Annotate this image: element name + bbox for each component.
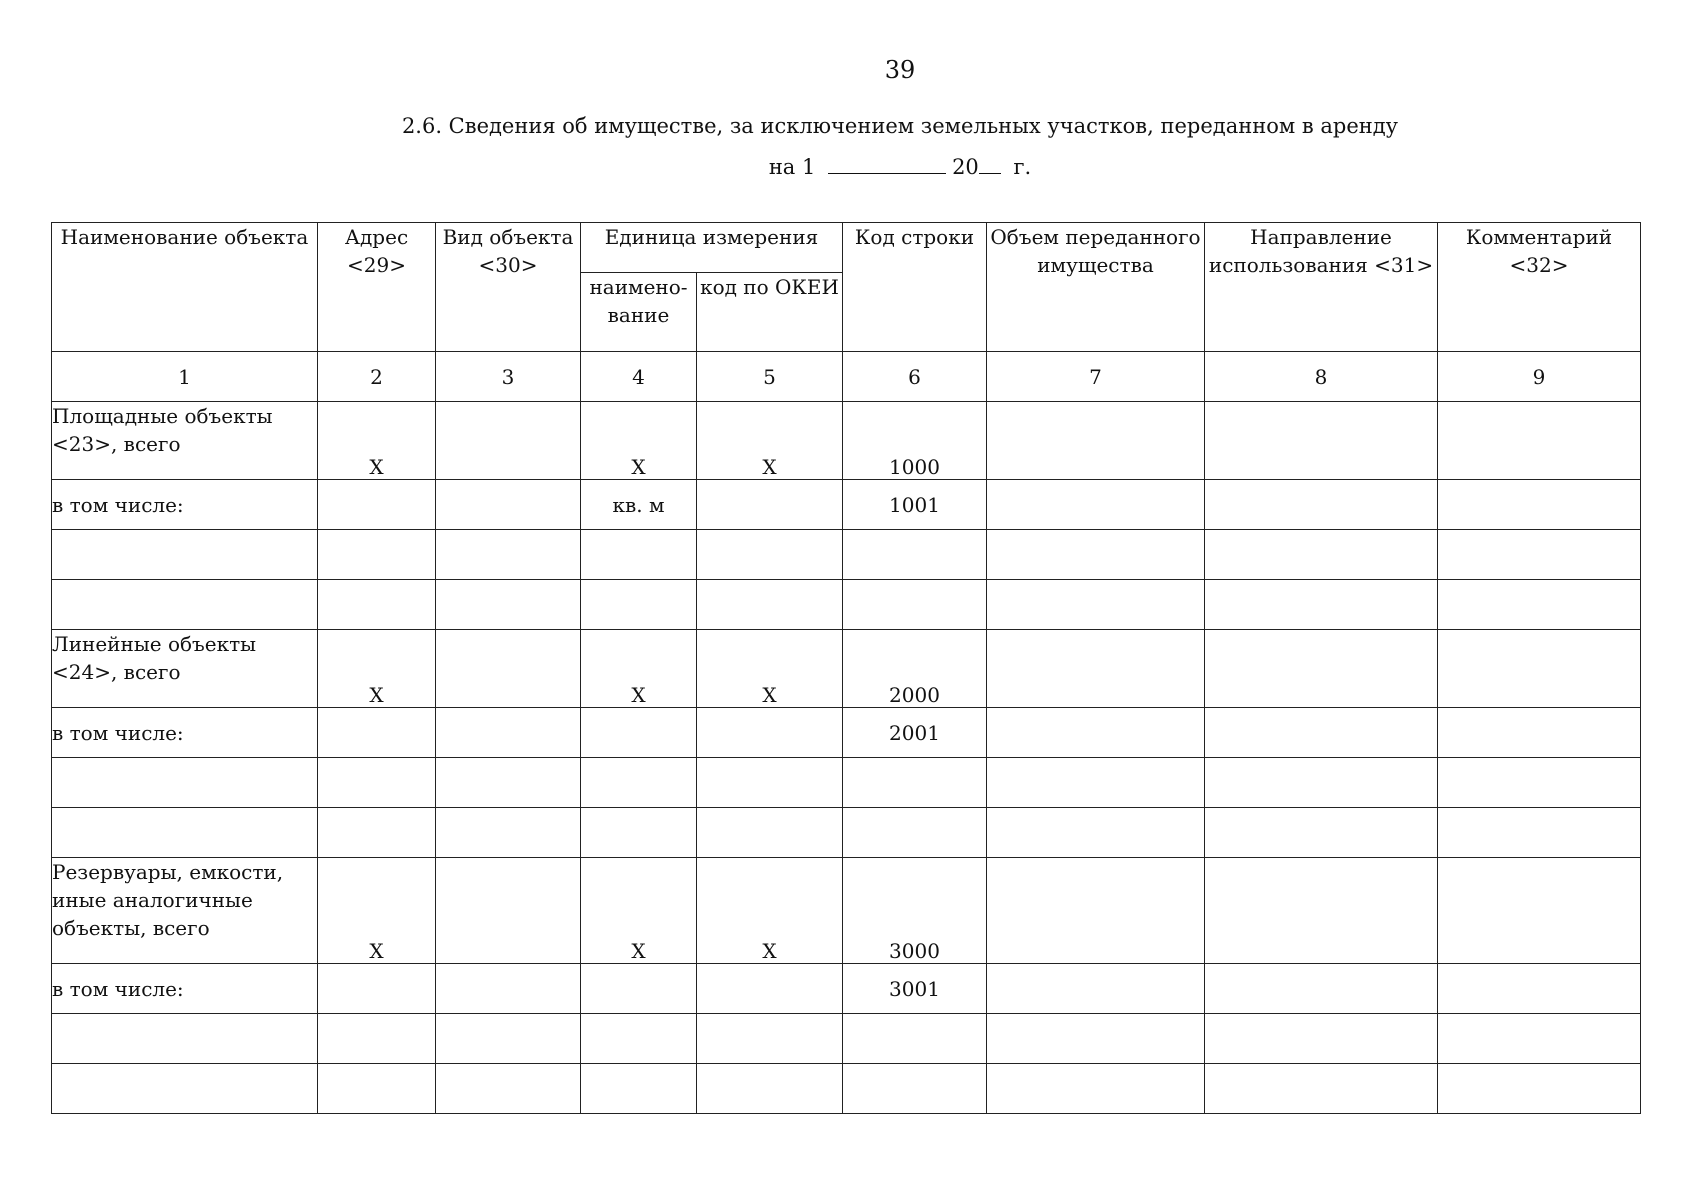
comment-cell[interactable] — [1438, 402, 1641, 480]
header-volume: Объем переданного имущества — [987, 223, 1205, 352]
sub-label: в том числе: — [52, 480, 318, 530]
type-cell[interactable] — [436, 402, 581, 480]
empty-cell[interactable] — [843, 1064, 987, 1114]
unit-name-cell — [581, 964, 697, 1014]
section-name: Площадные объекты <23>, всего — [52, 402, 318, 480]
empty-cell[interactable] — [1438, 580, 1641, 630]
address-cell: X — [318, 630, 436, 708]
empty-cell[interactable] — [987, 1014, 1205, 1064]
empty-cell[interactable] — [581, 1064, 697, 1114]
volume-cell[interactable] — [987, 402, 1205, 480]
unit-code-cell[interactable] — [697, 708, 843, 758]
empty-cell[interactable] — [52, 530, 318, 580]
empty-cell[interactable] — [318, 1064, 436, 1114]
empty-cell[interactable] — [52, 580, 318, 630]
empty-cell[interactable] — [581, 580, 697, 630]
empty-cell[interactable] — [987, 1064, 1205, 1114]
empty-cell[interactable] — [436, 758, 581, 808]
address-cell[interactable] — [318, 964, 436, 1014]
empty-cell[interactable] — [436, 808, 581, 858]
empty-cell[interactable] — [436, 580, 581, 630]
empty-cell[interactable] — [1205, 1064, 1438, 1114]
header-unit-code: код по ОКЕИ — [697, 273, 843, 352]
document-title: 2.6. Сведения об имуществе, за исключением земельных участков, переданном в аренду — [401, 114, 1399, 138]
direction-cell[interactable] — [1205, 858, 1438, 964]
type-cell[interactable] — [436, 858, 581, 964]
empty-cell[interactable] — [1205, 808, 1438, 858]
unit-name-cell: X — [581, 402, 697, 480]
empty-cell[interactable] — [1438, 1064, 1641, 1114]
empty-row — [52, 580, 1641, 630]
column-number: 4 — [581, 352, 697, 402]
unit-code-cell: X — [697, 402, 843, 480]
comment-cell[interactable] — [1438, 480, 1641, 530]
header-name: Наименование объекта — [52, 223, 318, 352]
volume-cell[interactable] — [987, 858, 1205, 964]
empty-cell[interactable] — [843, 758, 987, 808]
header-unit: Единица измерения — [581, 223, 843, 273]
empty-cell[interactable] — [1438, 1014, 1641, 1064]
empty-cell[interactable] — [436, 530, 581, 580]
empty-cell[interactable] — [987, 580, 1205, 630]
column-numbers-row — [52, 352, 1641, 402]
type-cell[interactable] — [436, 480, 581, 530]
column-number: 6 — [843, 352, 987, 402]
empty-row — [52, 1014, 1641, 1064]
year-prefix: 20 — [952, 155, 979, 179]
empty-cell[interactable] — [697, 530, 843, 580]
empty-cell[interactable] — [1205, 530, 1438, 580]
column-number: 7 — [987, 352, 1205, 402]
volume-cell[interactable] — [987, 708, 1205, 758]
page-number: 39 — [884, 56, 916, 84]
empty-cell[interactable] — [318, 580, 436, 630]
empty-cell[interactable] — [436, 1014, 581, 1064]
unit-name-cell: X — [581, 858, 697, 964]
empty-cell[interactable] — [1205, 1014, 1438, 1064]
empty-cell[interactable] — [436, 1064, 581, 1114]
empty-row — [52, 530, 1641, 580]
comment-cell[interactable] — [1438, 630, 1641, 708]
empty-cell[interactable] — [987, 530, 1205, 580]
section-total-row — [52, 858, 1641, 964]
empty-cell[interactable] — [52, 1064, 318, 1114]
empty-cell[interactable] — [1205, 758, 1438, 808]
property-lease-table — [51, 222, 1641, 1114]
row-code-cell: 2000 — [843, 630, 987, 708]
empty-cell[interactable] — [52, 1014, 318, 1064]
header-type: Вид объекта <30> — [436, 223, 581, 352]
direction-cell[interactable] — [1205, 402, 1438, 480]
empty-cell[interactable] — [843, 530, 987, 580]
empty-cell[interactable] — [581, 530, 697, 580]
unit-name-cell — [581, 708, 697, 758]
section-sub-row — [52, 708, 1641, 758]
unit-name-cell: X — [581, 630, 697, 708]
direction-cell[interactable] — [1205, 708, 1438, 758]
volume-cell[interactable] — [987, 964, 1205, 1014]
empty-cell[interactable] — [1438, 530, 1641, 580]
empty-cell[interactable] — [52, 758, 318, 808]
empty-cell[interactable] — [581, 808, 697, 858]
unit-code-cell: X — [697, 630, 843, 708]
unit-code-cell[interactable] — [697, 964, 843, 1014]
empty-cell[interactable] — [52, 808, 318, 858]
sub-label: в том числе: — [52, 964, 318, 1014]
empty-cell[interactable] — [1438, 758, 1641, 808]
row-code-cell: 3000 — [843, 858, 987, 964]
empty-cell[interactable] — [843, 1014, 987, 1064]
row-code-cell: 1000 — [843, 402, 987, 480]
unit-name-cell: кв. м — [581, 480, 697, 530]
empty-cell[interactable] — [987, 808, 1205, 858]
column-number: 8 — [1205, 352, 1438, 402]
header-direction: Направление использования <31> — [1205, 223, 1438, 352]
address-cell[interactable] — [318, 708, 436, 758]
direction-cell[interactable] — [1205, 480, 1438, 530]
volume-cell[interactable] — [987, 480, 1205, 530]
empty-cell[interactable] — [697, 758, 843, 808]
header-unit-name: наимено-вание — [581, 273, 697, 352]
empty-cell[interactable] — [697, 808, 843, 858]
date-prefix: на 1 — [768, 155, 816, 179]
section-name: Линейные объекты <24>, всего — [52, 630, 318, 708]
empty-cell[interactable] — [987, 758, 1205, 808]
unit-code-cell[interactable] — [697, 480, 843, 530]
year-blank — [979, 155, 1001, 174]
empty-cell[interactable] — [1205, 580, 1438, 630]
empty-cell[interactable] — [581, 1014, 697, 1064]
direction-cell[interactable] — [1205, 964, 1438, 1014]
empty-cell[interactable] — [843, 808, 987, 858]
column-number: 2 — [318, 352, 436, 402]
type-cell[interactable] — [436, 708, 581, 758]
empty-cell[interactable] — [1438, 808, 1641, 858]
date-line — [0, 155, 1698, 179]
empty-cell[interactable] — [581, 758, 697, 808]
section-name: Резервуары, емкости, иные аналогичные объекты, всего — [52, 858, 318, 964]
empty-cell[interactable] — [697, 1064, 843, 1114]
comment-cell[interactable] — [1438, 858, 1641, 964]
empty-cell[interactable] — [697, 1014, 843, 1064]
row-code-cell: 3001 — [843, 964, 987, 1014]
empty-row — [52, 1064, 1641, 1114]
section-sub-row — [52, 964, 1641, 1014]
address-cell: X — [318, 858, 436, 964]
empty-cell[interactable] — [318, 808, 436, 858]
unit-code-cell: X — [697, 858, 843, 964]
empty-row — [52, 758, 1641, 808]
column-number: 1 — [52, 352, 318, 402]
sub-label: в том числе: — [52, 708, 318, 758]
empty-cell[interactable] — [318, 1014, 436, 1064]
comment-cell[interactable] — [1438, 708, 1641, 758]
header-address: Адрес <29> — [318, 223, 436, 352]
header-row-code: Код строки — [843, 223, 987, 352]
type-cell[interactable] — [436, 630, 581, 708]
empty-cell[interactable] — [318, 758, 436, 808]
direction-cell[interactable] — [1205, 630, 1438, 708]
empty-cell[interactable] — [843, 580, 987, 630]
section-total-row — [52, 630, 1641, 708]
empty-cell[interactable] — [318, 530, 436, 580]
row-code-cell: 2001 — [843, 708, 987, 758]
volume-cell[interactable] — [987, 630, 1205, 708]
row-code-cell: 1001 — [843, 480, 987, 530]
header-comment: Комментарий <32> — [1438, 223, 1641, 352]
empty-cell[interactable] — [697, 580, 843, 630]
address-cell[interactable] — [318, 480, 436, 530]
column-number: 9 — [1438, 352, 1641, 402]
section-sub-row — [52, 480, 1641, 530]
date-suffix: г. — [1013, 155, 1032, 179]
type-cell[interactable] — [436, 964, 581, 1014]
empty-row — [52, 808, 1641, 858]
column-number: 3 — [436, 352, 581, 402]
section-total-row — [52, 402, 1641, 480]
address-cell: X — [318, 402, 436, 480]
month-blank — [828, 155, 946, 174]
column-number: 5 — [697, 352, 843, 402]
comment-cell[interactable] — [1438, 964, 1641, 1014]
